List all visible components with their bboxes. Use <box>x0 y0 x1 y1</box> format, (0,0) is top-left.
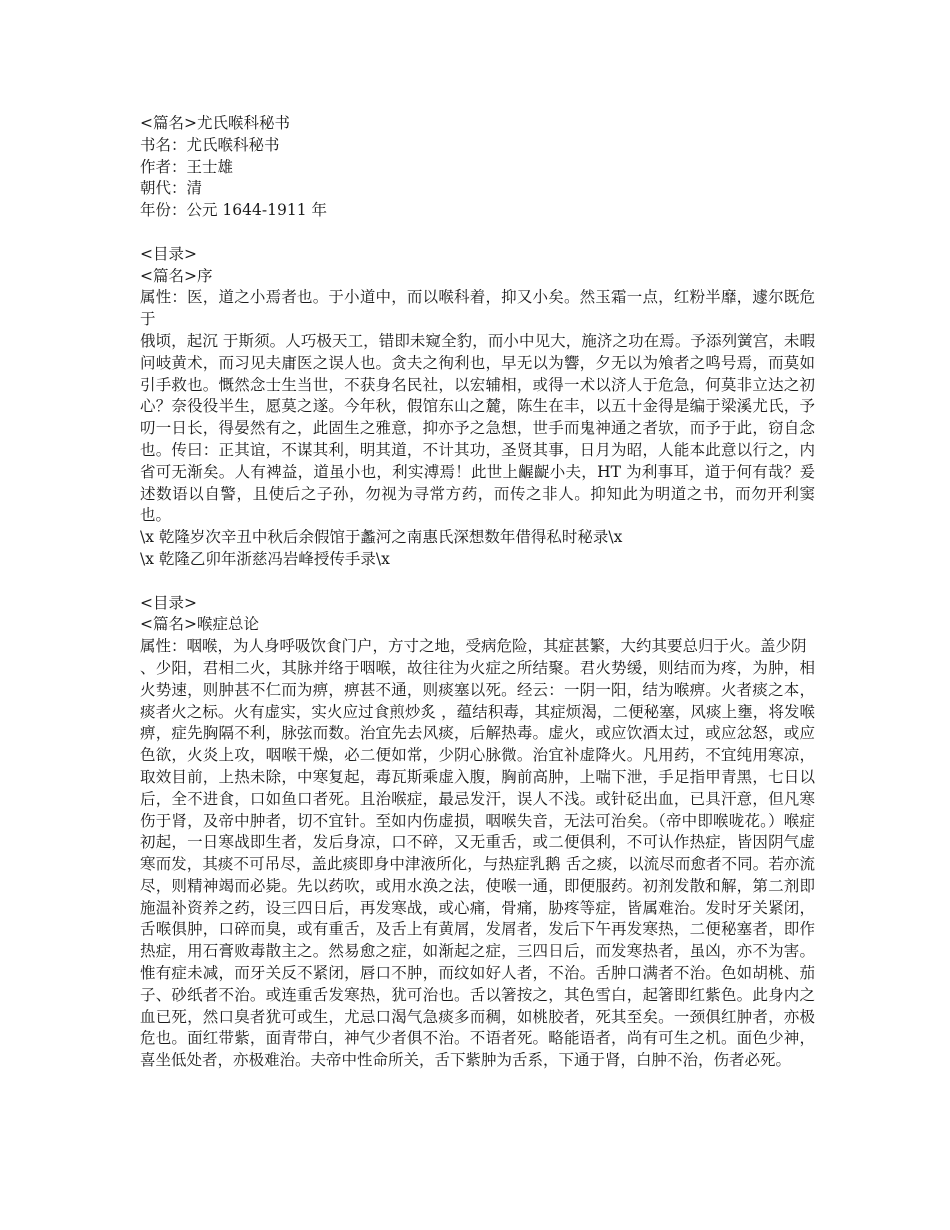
dynasty-line: 朝代：清 <box>140 179 203 198</box>
throat-attribute-line: 属性：咽喉，为人身呼吸饮食门户，方寸之地，受病危险，其症甚繁，大约其要总归于火。盖少阴 <box>140 637 807 656</box>
title-line: <篇名>尤氏喉科秘书 <box>140 114 290 132</box>
spacer <box>140 571 815 593</box>
section-title-throat-general: <篇名>喉症总论 <box>140 615 259 634</box>
preface-attribute-line: 属性：医，道之小焉者也。于小道中，而以喉科着，抑又小矣。然玉霜一点，红粉半靡，遽尔既危于 <box>140 288 815 329</box>
book-name-line: 书名：尤氏喉科秘书 <box>140 135 280 154</box>
year-line: 年份：公元 1644-1911 年 <box>140 201 327 220</box>
preface-note-2: \x 乾隆乙卯年浙慈冯岩峰授传手录\x <box>140 549 390 568</box>
spacer <box>140 222 815 244</box>
author-line: 作者：王士雄 <box>140 157 234 176</box>
document-page <box>140 113 815 1072</box>
preface-note-1: \x 乾隆岁次辛丑中秋后余假馆于蠡河之南惠氏深想数年借得私时秘录\x <box>140 528 623 547</box>
toc-marker: <目录> <box>140 244 197 263</box>
preface-body: 俄顷，起沉 于斯须。人巧极天工，错即未窥全豹，而小中见大，施济之功在焉。予添列黉宫，未暇问岐黄术，而习见夫庸医之误人也。贪夫之徇利也，早无以为響，夕无以为飧者之鸣号焉，而莫如引手救也。慨然念士生当世，不获身名民社，以宏辅相，或得一术以济人于危急，何莫非立达之初心？奈役役半生，愿莫之遂。今年秋，假馆东山之麓，陈生在丰，以五十金得是编于梁溪尤氏，予叨一日长，得晏然有之，此固生之雅意，抑亦予之急想，世手而鬼神通之者欤，而予于此，窃自念也。传曰：正其谊，不谋其利，明其道，不计其功，圣贤其事，日月为昭，人能本此意以行之，内省可无渐矣。人有裨益，道虽小也，利实溥焉！此世上齷齪小夫，HT 为利事耳，道于何有哉？爰述数语以自警，且使后之子孙，勿视为寻常方药，而传之非人。抑知此为明道之书，而勿开利窦也。 <box>140 331 815 525</box>
section-title-preface: <篇名>序 <box>140 266 213 285</box>
toc-marker: <目录> <box>140 593 197 612</box>
throat-body: 、少阳，君相二火，其脉并络于咽喉，故往往为火症之所结聚。君火势缓，则结而为疼，为肿，相火势速，则肿甚不仁而为痹，痹甚不通，则痰塞以死。经云：一阴一阳，结为喉痹。火者痰之本，痰者火之标。火有虚实，实火应过食煎炒炙 ，蕴结积毒，其症烦渴，二便秘塞，风痰上壅，将发喉痹，症先胸隔不利，脉弦而数。治宜先去风痰，后解热毒。虚火，或应饮酒太过，或应忿怒，或应色欲，火炎上攻，咽喉干燥，必二便如常，少阴心脉微。治宜补虚降火。凡用药，不宜纯用寒凉，取效目前，上热未除，中寒复起，毒瓦斯乘虚入腹，胸前高肿，上喘下泄，手足指甲青黑，七日以后，全不进食，口如鱼口者死。且治喉症，最忌发汗，误人不浅。或针砭出血，已具汗意，但凡寒伤于肾，及帝中肿者，切不宜针。至如内伤虚损，咽喉失音，无法可治矣。（帝中即喉咙花。）喉症初起，一日寒战即生者，发后身凉，口不碎，又无重舌，或二便俱利，不可认作热症，皆因阴气虚寒而发，其痰不可吊尽，盖此痰即身中津液所化，与热症乳鹅 舌之痰，以流尽而愈者不同。若亦流尽，则精神竭而必毙。先以药吹，或用水涣之法，使喉一通，即便服药。初剂发散和解，第二剂即施温补资养之药，设三四日后，再发寒战，或心痛，骨痛，胁疼等症，皆属难治。发时牙关紧闭，舌喉俱肿，口碎而臭，或有重舌，及舌上有黄屑，发屑者，发后下午再发寒热，二便秘塞者，即作热症，用石膏败毒散主之。然易愈之症，如渐起之症，三四日后，而发寒热者，虽凶，亦不为害。惟有症未减，而牙关反不紧闭，唇口不肿，而纹如好人者，不治。舌肿口满者不治。色如胡桃、茄子、砂纸者不治。或连重舌发寒热，犹可治也。舌以箸按之，其色雪白，起箸即红紫色。此身内之血已死，然口臭者犹可或生，尤忌口渴气急痰多而稠，如桃胶者，死其至矣。一颈俱红肿者，亦极危也。面红带紫，面青带白，神气少者俱不治。不语者死。略能语者，尚有可生之机。面色少神，喜坐低处者，亦极难治。夫帝中性命所关，舌下紫肿为舌系，下通于肾，白肿不治，伤者必死。 <box>140 658 815 1070</box>
